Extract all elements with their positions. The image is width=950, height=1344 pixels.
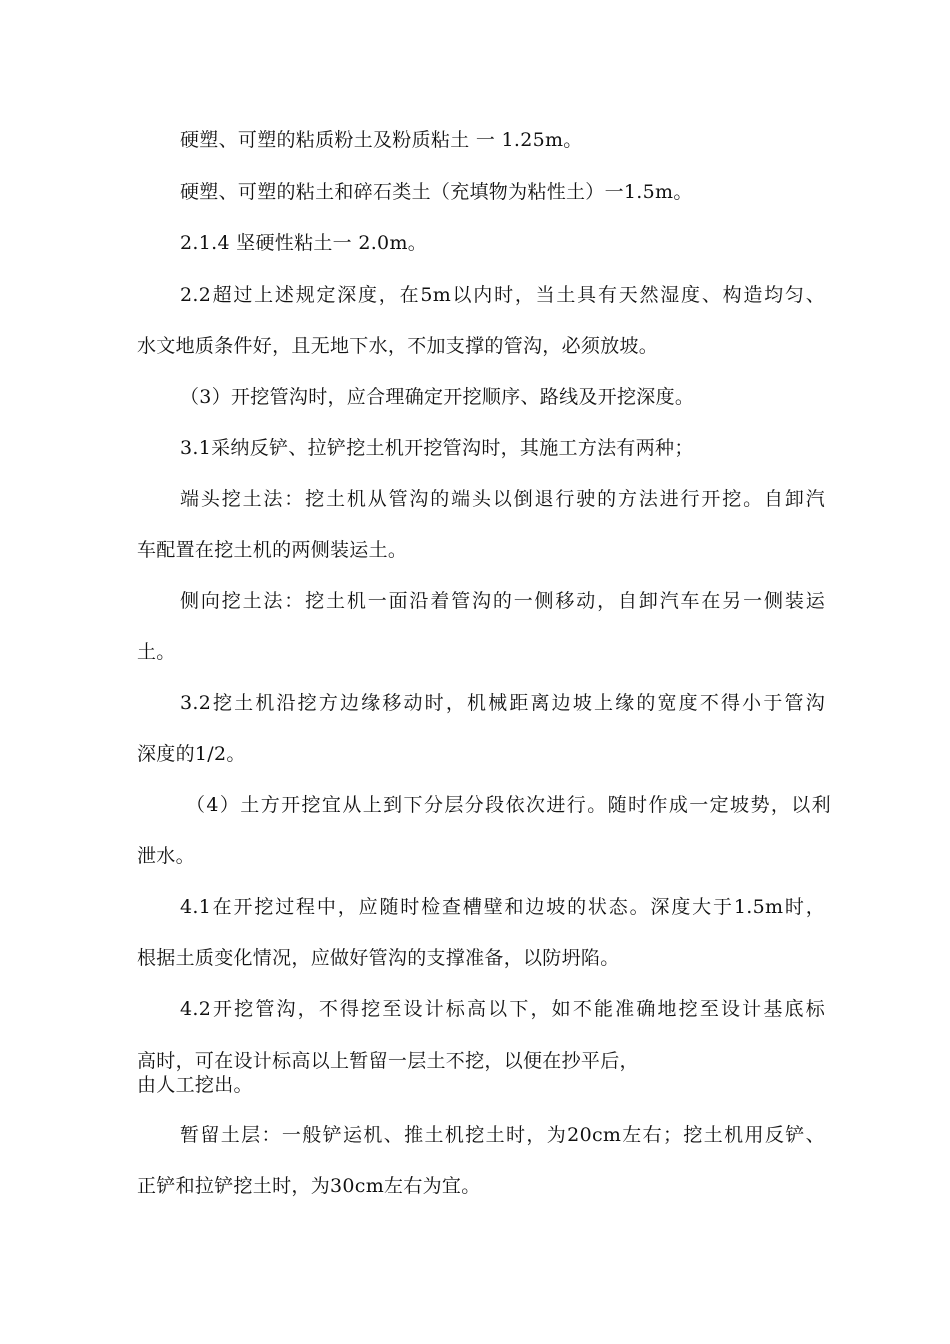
text-line-20: 由人工挖出。 [137,1074,253,1096]
text-line-7: 3.1采纳反铲、拉铲挖土机开挖管沟时，其施工方法有两种； [180,437,694,459]
text-line-3: 2.1.4 坚硬性粘土一 2.0m。 [180,232,428,254]
text-line-22: 正铲和拉铲挖土时，为30cm左右为宜。 [137,1175,481,1197]
text-line-10: 侧向挖土法：挖土机一面沿着管沟的一侧移动，自卸汽车在另一侧装运 [180,590,825,612]
text-line-16: 4.1在开挖过程中，应随时检查槽壁和边坡的状态。深度大于1.5m时， [180,896,825,918]
text-line-17: 根据土质变化情况，应做好管沟的支撑准备，以防坍陷。 [137,947,620,969]
text-line-12: 3.2挖土机沿挖方边缘移动时，机械距离边坡上缘的宽度不得小于管沟 [180,692,825,714]
text-line-4: 2.2超过上述规定深度，在5m以内时，当土具有天然湿度、构造均匀、 [180,284,825,306]
text-line-9: 车配置在挖土机的两侧装运土。 [137,539,408,561]
text-line-14: （4）土方开挖宜从上到下分层分段依次进行。随时作成一定坡势，以利 [186,794,831,816]
text-line-21: 暂留土层：一般铲运机、推土机挖土时，为20cm左右；挖土机用反铲、 [180,1124,825,1146]
text-line-18: 4.2开挖管沟，不得挖至设计标高以下，如不能准确地挖至设计基底标 [180,998,825,1020]
text-line-6: （3）开挖管沟时，应合理确定开挖顺序、路线及开挖深度。 [180,386,695,408]
text-line-5: 水文地质条件好，且无地下水，不加支撑的管沟，必须放坡。 [137,335,659,357]
text-line-2: 硬塑、可塑的粘土和碎石类土（充填物为粘性土）一1.5m。 [180,181,693,203]
text-line-15: 泄水。 [137,845,195,867]
text-line-19: 高时，可在设计标高以上暂留一层土不挖，以便在抄平后， [137,1050,639,1072]
text-line-13: 深度的1/2。 [137,743,246,765]
text-line-8: 端头挖土法：挖土机从管沟的端头以倒退行驶的方法进行开挖。自卸汽 [180,488,825,510]
text-line-1: 硬塑、可塑的粘质粉土及粉质粘土 一 1.25m。 [180,129,583,151]
text-line-11: 土。 [137,641,176,663]
